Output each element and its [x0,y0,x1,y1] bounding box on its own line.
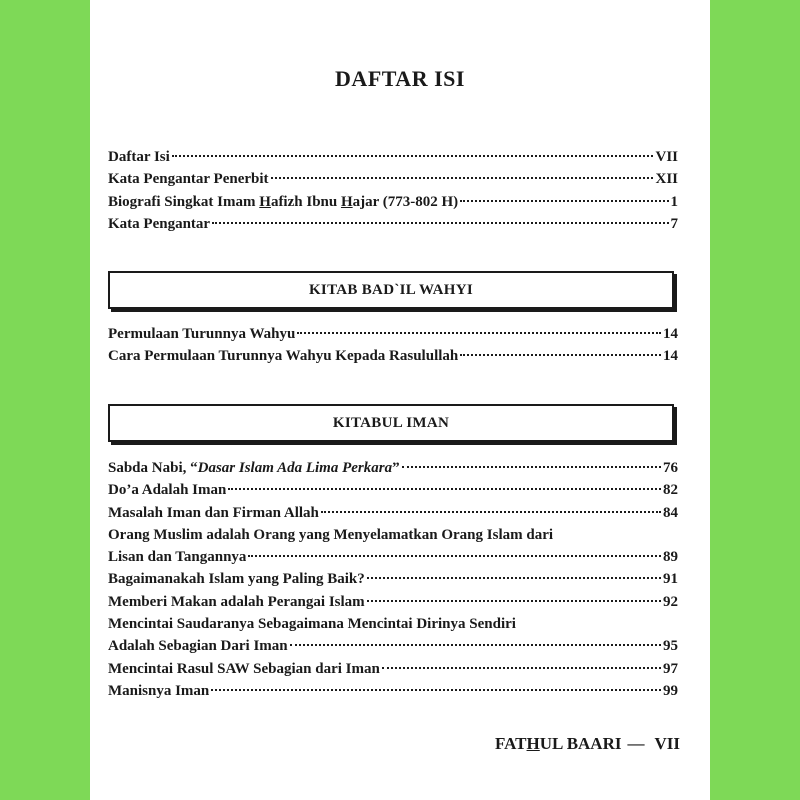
dot-leader [297,332,661,334]
running-footer [495,734,680,754]
dot-leader [290,644,661,646]
toc-entry-page: 1 [670,193,678,210]
book-page [90,0,710,800]
toc-entry-page: 91 [663,571,678,588]
dot-leader [172,155,654,157]
toc-entry-label: Memberi Makan adalah Perangai Islam [108,593,365,610]
toc-entry-page: 97 [663,660,678,677]
toc-entry-label: Sabda Nabi, “Dasar Islam Ada Lima Perkara” [108,460,400,476]
toc-entry-label: Kata Pengantar Penerbit [108,171,269,188]
toc-entry-page: 89 [663,549,678,566]
toc-entry-label: Biografi Singkat Imam Hafizh Ibnu Hajar (773-802 H) [108,193,459,210]
toc-entry-label: Mencintai Rasul SAW Sebagian dari Iman [108,660,380,677]
toc-entry-label: Do’a Adalah Iman [108,482,227,499]
toc-entry[interactable] [108,168,678,190]
toc-entry-page: 84 [663,504,678,521]
toc-entry[interactable] [108,323,678,345]
dot-leader [248,555,661,557]
book-title: FATHUL BAARI [495,734,622,753]
toc-entry-label: Daftar Isi [108,149,170,165]
section-heading-box [108,271,674,309]
toc-entry-page: VII [655,149,678,165]
toc-entry-page: 14 [663,348,678,365]
page-title: DAFTAR ISI [335,66,465,91]
toc-entry-label: Permulaan Turunnya Wahyu [108,326,296,342]
toc-entry[interactable] [108,479,678,501]
toc-entry-label: Bagaimanakah Islam yang Paling Baik? [108,571,365,588]
toc-entry-label: Manisnya Iman [108,682,210,699]
toc-entry-page: 92 [663,593,678,610]
toc-entry-label-line1: Mencintai Saudaranya Sebagaimana Mencintai Dirinya Sendiri [108,616,516,633]
toc-entry[interactable] [108,502,678,524]
toc-entry-label: Lisan dan Tangannya [108,549,247,566]
toc-entry[interactable] [108,345,678,367]
dot-leader [382,667,661,669]
toc-entry-page: XII [655,171,678,188]
toc-entry[interactable] [108,658,678,680]
toc-entry[interactable] [108,591,678,613]
toc-entry[interactable] [108,457,678,479]
toc-entry-label: Cara Permulaan Turunnya Wahyu Kepada Rasulullah [108,348,459,365]
footer-dash: — [627,734,645,753]
toc-entry[interactable] [108,568,678,590]
section-heading-box [108,404,674,442]
toc-entry-page: 7 [670,215,678,232]
toc-entry[interactable] [108,191,678,213]
section-entry-list [108,323,678,368]
dot-leader [271,177,654,179]
toc-entry-label: Kata Pengantar [108,215,211,232]
toc-entry[interactable] [108,146,678,168]
dot-leader [321,511,661,513]
dot-leader [367,577,661,579]
toc-entry-page: 82 [663,482,678,499]
section-entry-list [108,457,678,702]
dot-leader [460,354,661,356]
toc-entry[interactable] [108,213,678,235]
toc-entry-multiline[interactable] [108,524,678,569]
toc-entry-label: Adalah Sebagian Dari Iman [108,638,288,655]
footer-page-number: VII [654,734,680,753]
dot-leader [228,488,661,490]
dot-leader [460,200,668,202]
toc-entry-multiline[interactable] [108,613,678,658]
front-matter-list [108,146,678,235]
toc-entry-page: 76 [663,460,678,476]
toc-entry-page: 14 [663,326,678,342]
toc-entry-page: 95 [663,638,678,655]
dot-leader [367,600,661,602]
dot-leader [402,466,661,468]
toc-entry-label-line1: Orang Muslim adalah Orang yang Menyelamatkan Orang Islam dari [108,526,554,543]
dot-leader [211,689,661,691]
dot-leader [212,222,668,224]
section-heading: KITABUL IMAN [332,414,450,431]
toc-entry-label: Masalah Iman dan Firman Allah [108,504,319,521]
toc-entry[interactable] [108,680,678,702]
section-heading: KITAB BAD`IL WAHYI [308,281,474,298]
toc-entry-page: 99 [663,682,678,699]
